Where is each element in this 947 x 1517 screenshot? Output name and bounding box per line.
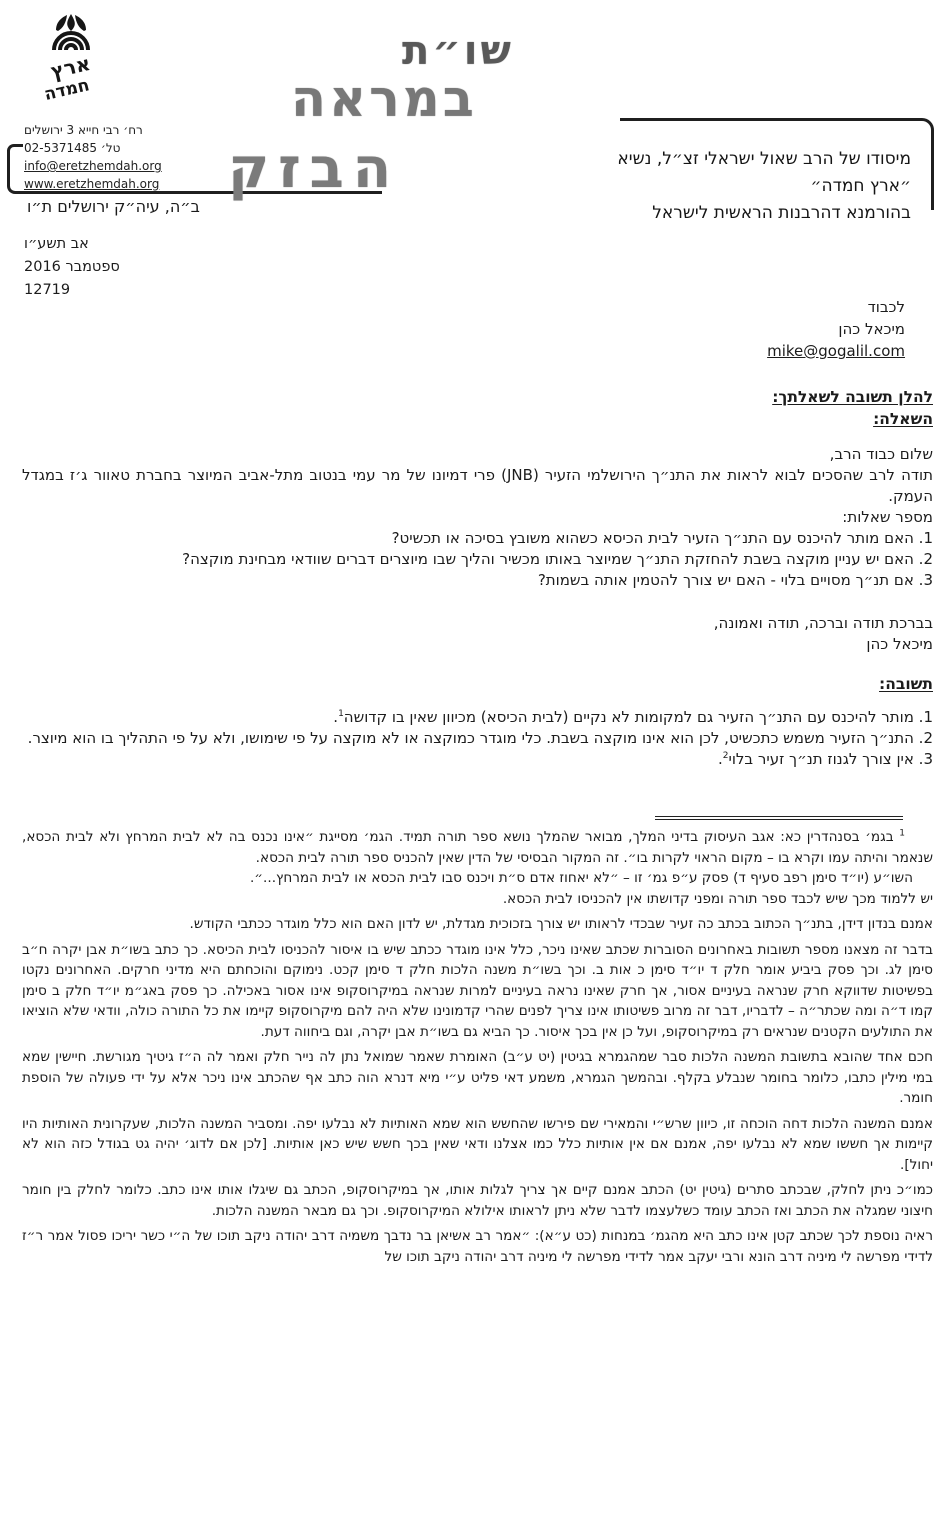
eretz-hemdah-logo	[26, 12, 116, 112]
contact-website: www.eretzhemdah.org	[24, 177, 160, 191]
hebrew-date: אב תשע״ו	[24, 236, 89, 252]
contact-address: רח׳ רבי חייא 3 ירושלים	[24, 123, 143, 137]
answer-item: 2. התנ״ך הזעיר משמש כתכשיט, לכן הוא אינו מוקצה בשבת. כלי מוגדר כמוקצה או לא מוקצה על פי שימושו, ולא על פי התהליך בו הוא מיוצר.	[27, 729, 933, 747]
letter-body	[22, 296, 933, 1267]
answer-item: 3. אין צורך לגנוז תנ״ך זעיר בלוי$^2$.	[717, 750, 933, 768]
question-heading: השאלה:	[873, 410, 933, 428]
footnote-paragraph: יש ללמוד מכך שיש לכבד ספר תורה ומפני קדושתו אין להכניסו לבית הכסא.	[502, 890, 933, 907]
contact-phone: טל׳ 02-5371485	[24, 141, 121, 155]
masthead-subtitle	[571, 146, 911, 227]
masthead-title-line-1: שו״ת	[402, 28, 514, 74]
footnote-marker: 1	[899, 828, 905, 839]
question-items	[22, 528, 933, 591]
subtitle-line-1: מיסודו של הרב שאול ישראלי זצ״ל, נשיא ״ארץ חמדה״	[617, 149, 911, 196]
contact-email: info@eretzhemdah.org	[24, 159, 162, 173]
question-intro: תודה לרב שהסכים לבוא לראות את התנ״ך הירושלמי הזעיר (JNB) פרי דמיונו של מר עמי בנטוב מתל-אביב המיוצר בחברת טאוור ג׳ז במגדל העמק.	[22, 466, 933, 505]
question-item: 1. האם מותר להיכנס עם התנ״ך הזעיר לבית הכיסא כשהוא משובץ בסיכה או תכשיט?	[391, 529, 933, 547]
reference-number: 12719	[24, 282, 71, 298]
footnote-separator	[655, 816, 903, 820]
question-item: 3. אם תנ״ך מסויים בלוי - האם יש צורך להטמין אותה בשמות?	[537, 571, 933, 589]
footnote-paragraph: השו״ע (יו״ד סימן רפב סעיף ד) פסק ע״פ גמ׳ זו – ״לא יאחוז אדם ס״ת ויכנס סבו לבית הכסא או לבית המרחץ...״.	[249, 870, 913, 886]
date-block	[24, 233, 120, 302]
masthead-title-line-2: במראה	[291, 70, 477, 129]
footnote-paragraph: בדבר זה מצאנו מספר תשובות באחרונים הסוברות שכתב שאינו ניכר, כלל אינו מוגדר ככתב שיש בו איסור להכניסו לבית הכיסא. כך כתב בשו״ת אבן יקרה ח״ב סימן לג. וכך פסק ביביע אומר חלק ד יו״ד סימן כ אות ב. וכך בשו״ת משנה הלכות חלק ד סימן קכט. נימוקם והוכחתם היא מדיני חרקים. האחרונים נקטו בפשיטות שדווקא חרק שנראה בעיניים אסור, אך חרק שאינו נראה בעיניים למרות שנראה במיקרוסקופ אינו אסור באכילה. כך פסק באג״מ יו״ד חלק ב סימן קמו ד״ה ומה שכתר״ה – לדבריו, דבר זה מרוב פשיטותו אינו צריך לפנים שהרי קדמונינו שלא היה להם מיקרוסקופ קיימו את כל התורה כולה, וודאי שלא הוציאו את התולעים הקטנים שנראים רק במיקרוסקופ, ועל כן אין בכך איסור. כך הביא גם בשו״ת אבן יקרה, וגם ביחווה דעת.	[22, 941, 933, 1040]
footnote-paragraph: חכם אחד שהובא בתשובת המשנה הלכות סבר שמהגמרא בגיטין (יט ע״ב) האומרת שאמר שמואל נתן לה נייר חלק ואמר לה ה״ז גיטיך מגורשת. חיישין שמא במי מילין כתבו, כלומר בחומר שנבלע בקלף. ובהמשך הגמרא, משמע דאי פליט ע״י מיא דנרא הוה כתב אף שהכתב אינו ניכר אלא על ידי פעולה של הוספת חומר.	[22, 1049, 933, 1106]
question-item: 2. האם יש עניין מוקצה בשבת להחזקת התנ״ך שמיוצר באותו מכשיר והליך שבו מיוצרים דברים שוודאי מבחינת מוקצה?	[182, 550, 933, 568]
footnote-marker: 1	[338, 709, 344, 719]
intro-heading: להלן תשובה לשאלתך:	[772, 388, 933, 406]
logo-word-1: ארץ	[48, 51, 93, 84]
footnote-marker: 2	[722, 751, 729, 761]
answer-heading: תשובה:	[879, 675, 933, 693]
question-list-intro: מספר שאלות:	[842, 508, 933, 526]
recipient-honorific: לכבוד	[867, 298, 905, 316]
footnote-paragraph: $^1$ בגמ׳ בסנהדרין כא: אגב העיסוק בדיני המלך, מבואר שהמלך נושא ספר תורה תמיד. הגמ׳ מסייגת ״אינו נכנס בה לא לבית המרחץ ולא לבית הכסא, שנאמר והיתה עמו וקרא בו – מקום הראוי לקרות בו״. זה המקור הבסיסי של הדין שאין להכניס ספר תורה לבית הכסא.	[22, 828, 933, 866]
footnote-paragraph: ראיה נוספת לכך שכתב קטן אינו כתב היא מהגמ׳ במנחות (כט ע״א): ״אמר רב אשיאן בר נדבך משמיה דרב יהודה ניקב תוכו של ה״י כשר יריכו פסול אמר ר״ז לדידי מפרשה לי מיניה דרב הונא ורבי יעקב אמר לדידי מפרשה לי מיניה דרב יהודה ניקב תוכו של	[22, 1228, 933, 1265]
question-greeting: שלום כבוד הרב,	[829, 445, 933, 463]
blessing-line: ב״ה, עיה״ק ירושלים ת״ו	[27, 197, 200, 216]
footnotes	[22, 827, 933, 1267]
answer-item: 1. מותר להיכנס עם התנ״ך הזעיר גם למקומות לא נקיים (לבית הכיסא) מכיוון שאין בו קדושה$^1$.	[333, 708, 933, 726]
footnote-paragraph: אמנם המשנה הלכות דחה הוכחה זו, כיוון שרש״י והמאירי שם פירשו שהחשש הוא שמא האותיות לא נבלעו יפה. ומסביר המשנה הלכות, שעקרונית האותיות היו קיימות אך חששו שמא לא נבלעו יפה, אמנם אם אין אותיות כלל כמו אצלנו ודאי שאין בכך חשש שיש כאן אותיות. [לכן אם לדוג׳ יהיה גט בגודל כזה הוא לא יחול].	[22, 1115, 933, 1173]
recipient-block	[22, 296, 933, 362]
question-closing: בברכת תודה וברכה, תודה ואמונה,	[713, 614, 933, 632]
footnote-paragraph: כמו״כ ניתן לחלק, שבכתב סתרים (גיטין יט) הכתב אמנם קיים אך צריך לגלות אותו, אך במיקרוסקופ, הכתב גם שיגלו אותו אינו כתב. כלומר לחלק בין חומר חיצוני שמגלה את הכתב ואז הכתב עומד כשלעצמו לדבר שלא ניתן לראותו אילולא המיקרוסקופ. וכך גם מבאר המשנה הלכות.	[22, 1182, 933, 1219]
logo-word-2: חמדה	[42, 75, 92, 106]
recipient-email: mike@gogalil.com	[767, 342, 905, 360]
recipient-name: מיכאל כהן	[838, 320, 905, 338]
masthead-title-line-3: הבזק	[228, 136, 401, 201]
gregorian-date: ספטמבר 2016	[24, 259, 120, 275]
question-section	[22, 444, 933, 655]
menorah-plant-icon	[26, 12, 116, 112]
subtitle-line-2: בהורמנא דהרבנות הראשית לישראל	[652, 203, 911, 223]
answer-items	[22, 707, 933, 770]
question-signature: מיכאל כהן	[866, 635, 933, 653]
footnote-paragraph: אמנם בנדון דידן, בתנ״ך הכתוב בכתב כה זעיר שבכדי לראותו יש צורך בזכוכית מגדלת, יש לדון האם הוא כלל מוגדר ככתבי הקודש.	[189, 916, 933, 932]
